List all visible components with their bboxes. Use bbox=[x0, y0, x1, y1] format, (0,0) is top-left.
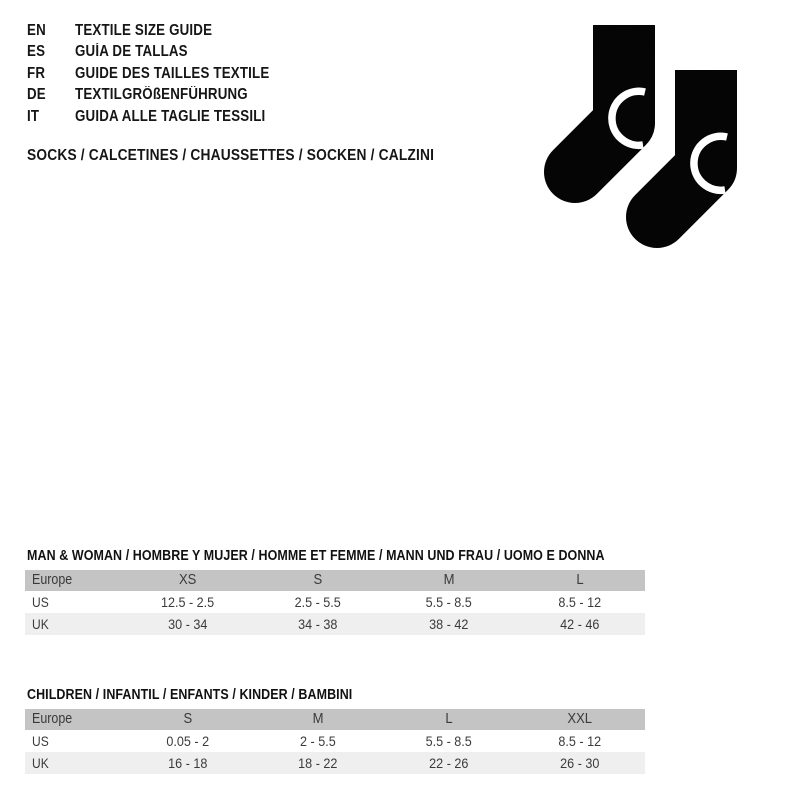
column-header-text: L bbox=[575, 572, 584, 589]
size-cell-text: 22 - 26 bbox=[429, 755, 469, 771]
language-code-text: DE bbox=[27, 86, 46, 104]
size-cell bbox=[253, 734, 384, 748]
size-cell bbox=[122, 595, 253, 609]
category-line bbox=[27, 147, 500, 165]
size-cell bbox=[122, 617, 253, 631]
row-label-text: US bbox=[32, 594, 49, 610]
table-title bbox=[27, 687, 645, 703]
size-cell-text: 12.5 - 2.5 bbox=[160, 594, 214, 610]
column-header-text: S bbox=[183, 711, 192, 728]
column-header bbox=[122, 573, 253, 588]
size-cell-text: 34 - 38 bbox=[298, 616, 338, 632]
table-title-text: CHILDREN / INFANTIL / ENFANTS / KINDER / BAMBINI bbox=[27, 687, 353, 703]
language-code bbox=[27, 108, 75, 126]
language-row bbox=[27, 85, 301, 107]
language-label-text: GUIDE DES TAILLES TEXTILE bbox=[75, 64, 270, 82]
table-header-row bbox=[25, 570, 645, 591]
row-label bbox=[25, 734, 122, 748]
size-cell bbox=[514, 734, 645, 748]
size-cell-text: 5.5 - 8.5 bbox=[425, 594, 472, 610]
column-header bbox=[122, 712, 253, 727]
language-label bbox=[75, 108, 296, 126]
row-label bbox=[25, 595, 122, 609]
column-header-text: S bbox=[313, 572, 323, 589]
language-row bbox=[27, 63, 301, 85]
size-grid bbox=[25, 570, 645, 635]
language-label-text: TEXTILE SIZE GUIDE bbox=[75, 21, 213, 39]
column-header bbox=[384, 712, 515, 727]
size-cell-text: 2.5 - 5.5 bbox=[295, 594, 342, 610]
column-header-text: XS bbox=[178, 572, 197, 589]
table-row bbox=[25, 591, 645, 613]
table-title-text: MAN & WOMAN / HOMBRE Y MUJER / HOMME ET FEMME / MANN UND FRAU / UOMO E DONNA bbox=[27, 548, 605, 564]
size-cell-text: 8.5 - 12 bbox=[558, 594, 601, 610]
socks-icon bbox=[540, 15, 755, 250]
size-cell-text: 2 - 5.5 bbox=[300, 733, 336, 749]
column-header bbox=[253, 712, 384, 727]
language-label bbox=[75, 43, 206, 61]
category-line-text: SOCKS / CALCETINES / CHAUSSETTES / SOCKEN / CALZINI bbox=[27, 147, 435, 164]
column-header-text: Europe bbox=[32, 572, 73, 589]
language-title-block bbox=[27, 20, 301, 128]
size-cell bbox=[384, 756, 515, 770]
language-row bbox=[27, 42, 301, 64]
size-cell bbox=[384, 595, 515, 609]
column-header bbox=[514, 712, 645, 727]
size-cell bbox=[384, 617, 515, 631]
language-label bbox=[75, 86, 276, 104]
column-header-text: L bbox=[445, 711, 453, 728]
language-code-text: FR bbox=[27, 64, 46, 82]
language-code-text: EN bbox=[27, 21, 46, 39]
row-label-text: UK bbox=[32, 616, 49, 632]
size-cell-text: 18 - 22 bbox=[298, 755, 338, 771]
size-cell-text: 5.5 - 8.5 bbox=[425, 733, 472, 749]
column-header bbox=[25, 712, 122, 727]
column-header bbox=[514, 573, 645, 588]
language-code bbox=[27, 43, 75, 61]
size-grid bbox=[25, 709, 645, 774]
size-cell-text: 0.05 - 2 bbox=[165, 733, 209, 749]
language-label bbox=[75, 65, 301, 83]
size-cell bbox=[514, 595, 645, 609]
language-code-text: IT bbox=[27, 107, 40, 125]
size-table-adult bbox=[25, 548, 645, 635]
sock-left bbox=[575, 25, 655, 172]
language-code bbox=[27, 86, 75, 104]
size-cell-text: 30 - 34 bbox=[167, 616, 207, 632]
size-cell bbox=[122, 734, 253, 748]
row-label-text: UK bbox=[32, 755, 49, 771]
column-header-text: M bbox=[312, 711, 324, 728]
column-header-text: M bbox=[443, 572, 455, 589]
table-title bbox=[27, 548, 645, 564]
column-header bbox=[384, 573, 515, 588]
language-label-text: GUÍA DE TALLAS bbox=[75, 43, 188, 61]
size-cell bbox=[514, 756, 645, 770]
language-label-text: GUIDA ALLE TAGLIE TESSILI bbox=[75, 107, 266, 125]
language-row bbox=[27, 20, 301, 42]
language-label bbox=[75, 22, 234, 40]
row-label-text: US bbox=[32, 733, 49, 749]
size-cell bbox=[253, 756, 384, 770]
size-table-children bbox=[25, 687, 645, 774]
size-cell bbox=[253, 595, 384, 609]
language-row bbox=[27, 106, 301, 128]
size-cell-text: 26 - 30 bbox=[560, 755, 600, 771]
size-cell-text: 42 - 46 bbox=[560, 616, 600, 632]
language-label-text: TEXTILGRÖßENFÜHRUNG bbox=[75, 86, 248, 104]
size-cell bbox=[514, 617, 645, 631]
table-row bbox=[25, 752, 645, 774]
column-header-text: Europe bbox=[32, 711, 73, 728]
table-row bbox=[25, 730, 645, 752]
row-label bbox=[25, 756, 122, 770]
size-cell-text: 16 - 18 bbox=[167, 755, 207, 771]
language-code-text: ES bbox=[27, 43, 46, 61]
table-header-row bbox=[25, 709, 645, 730]
language-code bbox=[27, 22, 75, 40]
size-cell-text: 38 - 42 bbox=[429, 616, 469, 632]
size-cell bbox=[122, 756, 253, 770]
row-label bbox=[25, 617, 122, 631]
column-header bbox=[253, 573, 384, 588]
table-row bbox=[25, 613, 645, 635]
column-header bbox=[25, 573, 122, 588]
size-cell-text: 8.5 - 12 bbox=[558, 733, 601, 749]
language-code bbox=[27, 65, 75, 83]
size-cell bbox=[384, 734, 515, 748]
size-cell bbox=[253, 617, 384, 631]
column-header-text: XXL bbox=[567, 711, 592, 728]
